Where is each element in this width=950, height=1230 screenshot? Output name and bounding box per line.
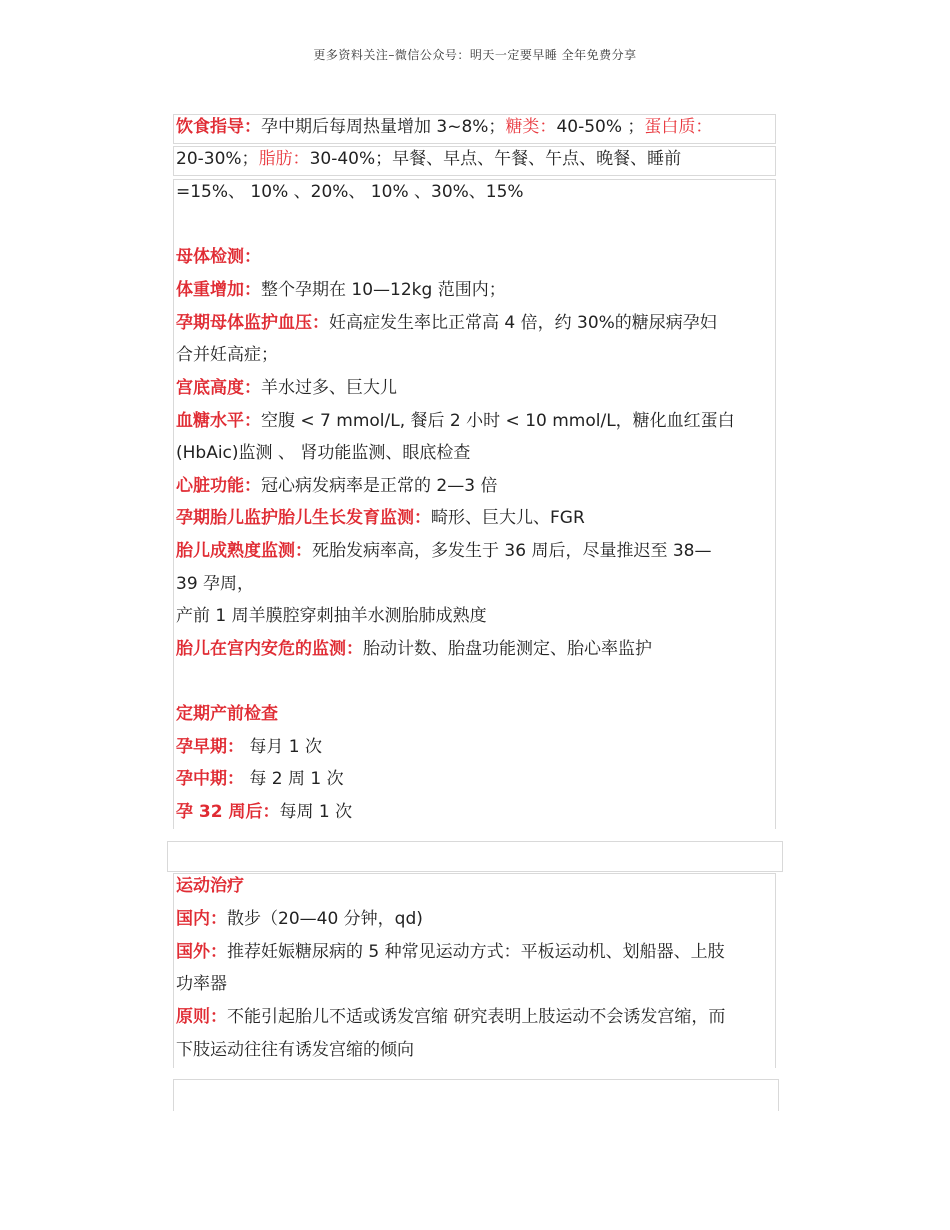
empty-cell <box>167 841 783 872</box>
fetal-growth-text: 畸形、巨大儿、FGR <box>431 508 585 528</box>
amnio-line: 产前 1 周羊膜腔穿刺抽羊水测胎肺成熟度 <box>176 606 487 626</box>
heart-label: 心脏功能： <box>176 476 261 496</box>
fat-label: 脂肪： <box>258 149 310 169</box>
fundus-label: 宫底高度： <box>176 378 261 398</box>
fat-text: 30-40%；早餐、早点、午餐、午点、晚餐、睡前 <box>309 149 682 169</box>
bottom-empty-cell <box>173 1079 779 1111</box>
glucose-line <box>176 409 735 433</box>
fundus-text: 羊水过多、巨大儿 <box>261 378 397 398</box>
late-text: 每周 1 次 <box>279 802 353 822</box>
maturity-line <box>176 539 711 563</box>
heart-line <box>176 474 497 498</box>
diet-line-3: =15%、 10% 、20%、 10% 、30%、15% <box>176 182 524 202</box>
mid-text: 每 2 周 1 次 <box>244 769 344 789</box>
diet-line-2 <box>176 147 681 171</box>
principle-text: 不能引起胎儿不适或诱发宫缩 研究表明上肢运动不会诱发宫缩，而 <box>227 1007 726 1027</box>
sugar-label: 糖类： <box>505 117 557 137</box>
bp-label: 孕期母体监护血压： <box>176 313 329 333</box>
distress-line <box>176 637 652 661</box>
protein-label: 蛋白质： <box>644 117 713 137</box>
principle-line <box>176 1005 725 1029</box>
bp-text: 妊高症发生率比正常高 4 倍，约 30%的糖尿病孕妇 <box>329 313 717 333</box>
distress-text: 胎动计数、胎盘功能测定、胎心率监护 <box>363 639 652 659</box>
early-text: 每月 1 次 <box>244 737 323 757</box>
domestic-label: 国内： <box>176 909 227 929</box>
page-header: 更多资料关注–微信公众号：明天一定要早睡 全年免费分享 <box>313 48 637 62</box>
maternal-title: 母体检测： <box>176 247 261 267</box>
domestic-line <box>176 907 423 931</box>
early-line <box>176 735 322 759</box>
diet-text: 孕中期后每周热量增加 3~8%； <box>261 117 506 137</box>
exercise-title: 运动治疗 <box>176 876 244 896</box>
glucose-text: 空腹 < 7 mmol/L, 餐后 2 小时 < 10 mmol/L，糖化血红蛋白 <box>261 411 735 431</box>
early-label: 孕早期： <box>176 737 244 757</box>
weight-text: 整个孕期在 10—12kg 范围内； <box>261 280 506 300</box>
late-line <box>176 800 352 824</box>
glucose-label: 血糖水平： <box>176 411 261 431</box>
weight-line <box>176 278 506 302</box>
maturity-line-2: 39 孕周， <box>176 574 255 594</box>
domestic-text: 散步（20—40 分钟，qd) <box>227 909 423 929</box>
prenatal-title: 定期产前检查 <box>176 704 278 724</box>
abroad-text: 推荐妊娠糖尿病的 5 种常见运动方式：平板运动机、划船器、上肢 <box>227 942 725 962</box>
distress-label: 胎儿在宫内安危的监测： <box>176 639 363 659</box>
fetal-growth-label: 孕期胎儿监护胎儿生长发育监测： <box>176 508 431 528</box>
mid-line <box>176 767 344 791</box>
monitoring-cell <box>173 179 776 829</box>
maturity-label: 胎儿成熟度监测： <box>176 541 312 561</box>
heart-text: 冠心病发病率是正常的 2—3 倍 <box>261 476 498 496</box>
protein-text: 20-30%； <box>176 149 259 169</box>
abroad-line-2: 功率器 <box>176 974 227 994</box>
fundus-line <box>176 376 397 400</box>
principle-label: 原则： <box>176 1007 227 1027</box>
bp-line <box>176 311 717 335</box>
sugar-text: 40-50% ； <box>556 117 645 137</box>
diet-line-1 <box>176 115 712 139</box>
glucose-line-2: (HbAic)监测 、 肾功能监测、眼底检查 <box>176 443 471 463</box>
maturity-text: 死胎发病率高，多发生于 36 周后，尽量推迟至 38— <box>312 541 712 561</box>
late-label: 孕 32 周后： <box>176 802 280 822</box>
fetal-growth-line <box>176 506 585 530</box>
bp-line-2: 合并妊高症； <box>176 345 278 365</box>
principle-line-2: 下肢运动往往有诱发宫缩的倾向 <box>176 1040 414 1060</box>
abroad-label: 国外： <box>176 942 227 962</box>
mid-label: 孕中期： <box>176 769 244 789</box>
weight-label: 体重增加： <box>176 280 261 300</box>
abroad-line <box>176 940 725 964</box>
diet-label: 饮食指导： <box>176 117 261 137</box>
